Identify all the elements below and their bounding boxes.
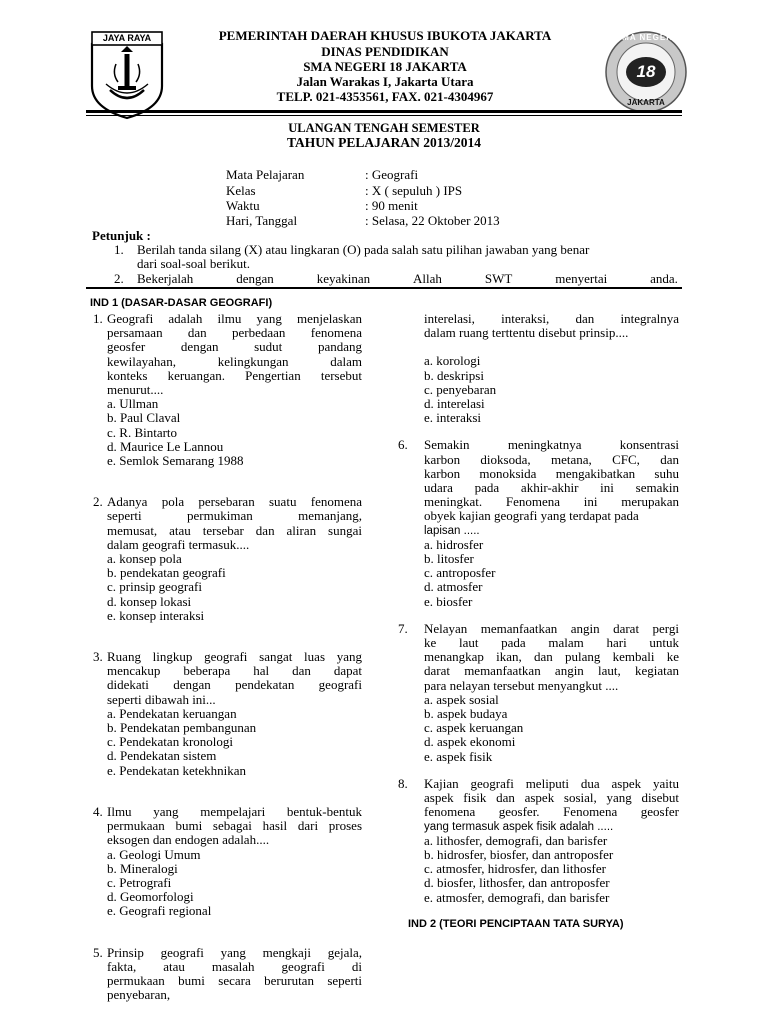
instructions-heading: Petunjuk : [92,228,151,243]
info-time-label: Waktu [226,198,260,213]
option: c. Petrografi [107,874,172,890]
question-5 [93,944,362,1003]
option: c. Pendekatan kronologi [107,734,233,750]
question-line: geosfer dengan sudut pandang [107,339,362,355]
question-line: menurut.... [107,382,164,398]
question-line: seperti permukiman memanjang, [107,508,362,524]
question-line: Nelayan memanfaatkan angin darat pergi [424,620,679,636]
question-line: Ruang lingkup geografi sangat luas yang [107,649,362,665]
question-1 [93,311,362,469]
instruction-2-text [137,271,678,287]
question-line: menangkap ikan, dan pulang kembali ke [424,649,679,665]
header-line-5: TELP. 021-4353561, FAX. 021-4304967 [276,89,494,104]
option: d. Pendekatan sistem [107,748,217,764]
question-number: 1. [93,311,103,326]
question-line: permukaan bumi sebagai hasil dari proses [107,818,362,834]
question-line: Prinsip geografi yang mengkaji gejala, [107,944,362,960]
question-line: meningkat. Fenomena ini merupakan [424,494,679,510]
question-line: obyek kajian geografi yang terdapat pada [424,508,639,524]
option: c. atmosfer, hidrosfer, dan lithosfer [424,861,606,877]
info-subject-label: Mata Pelajaran [226,167,305,182]
left-logo [86,28,168,120]
info-date-value: : Selasa, 22 Oktober 2013 [365,213,500,228]
option: a. Geologi Umum [107,846,201,862]
question-number: 7. [398,620,408,636]
question-7 [398,620,679,764]
instruction-2-word: menyertai [555,271,608,286]
option: a. konsep pola [107,551,182,567]
header-rule-thick [86,110,682,113]
question-text [424,777,679,820]
question-number: 5. [93,944,103,960]
question-line: fenomena geosfer. Fenomena geosfer [424,804,679,820]
question-line: udara pada akhir-akhir ini semakin [424,480,679,496]
option: b. pendekatan geografi [107,565,226,581]
right-logo-bottom-text: JAKARTA [627,98,665,107]
right-logo-number: 18 [636,62,656,81]
question-line: Kajian geografi meliputi dua aspek yaitu [424,775,679,791]
instruction-1-line-1: Berilah tanda silang (X) atau lingkaran (O) pada salah satu pilihan jawaban yang benar [137,242,590,257]
question-text [107,650,362,693]
option: d. Maurice Le Lannou [107,438,224,454]
info-class-label: Kelas [226,183,256,198]
option: d. aspek ekonomi [424,734,516,750]
question-number: 8. [398,775,408,791]
option: b. Pendekatan pembangunan [107,720,257,736]
question-line: mencakup beberapa hal dan dapat [107,663,362,679]
header-line-3: SMA NEGERI 18 JAKARTA [303,59,467,74]
question-line: interelasi, interaksi, dan integralnya [424,311,679,326]
question-line: eksogen dan endogen adalah.... [107,832,270,848]
option: d. interelasi [424,396,485,412]
left-column [93,311,362,1003]
option: b. deskripsi [424,367,484,383]
option: e. atmosfer, demografi, dan barisfer [424,889,610,905]
option: b. hidrosfer, biosfer, dan antroposfer [424,846,614,862]
option: d. konsep lokasi [107,593,192,609]
section-ind2-heading: IND 2 (TEORI PENCIPTAAN TATA SURYA) [408,918,624,930]
exam-year: TAHUN PELAJARAN 2013/2014 [286,135,481,150]
right-logo-top-text: SMA NEGERI [615,33,677,42]
question-number: 3. [93,649,103,665]
option: e. biosfer [424,593,473,609]
option: e. interaksi [424,410,482,426]
question-text [424,312,679,326]
question-6 [398,437,679,609]
instruction-1-num: 1. [114,242,124,257]
question-line: aspek fisik dan aspek sosial, yang disebut [424,790,679,806]
question-line: karbon monoksida mengakibatkan suhu [424,465,679,481]
instruction-2-word: dengan [236,271,274,286]
option: d. atmosfer [424,579,483,595]
header-line-1: PEMERINTAH DAERAH KHUSUS IBUKOTA JAKARTA [218,28,552,43]
question-text [107,946,362,989]
instructions-rule [86,287,682,289]
question-line: Geografi adalah ilmu yang menjelaskan [107,311,362,326]
option: c. R. Bintarto [107,424,178,440]
instruction-2-word: anda. [650,271,678,286]
info-class-value: : X ( sepuluh ) IPS [365,183,463,198]
option: e. konsep interaksi [107,607,205,623]
question-2 [93,494,362,623]
option: e. Pendekatan ketekhnikan [107,762,246,778]
question-text [107,495,362,538]
instruction-2-word: Allah [413,271,442,286]
question-3 [93,649,362,778]
question-line: persamaan dan perbedaan fenomena [107,325,362,341]
question-line: permukaan bumi secara berurutan seperti [107,972,362,988]
header-line-4: Jalan Warakas I, Jakarta Utara [296,74,474,89]
question-line: dalam geografi termasuk.... [107,536,250,552]
option: e. aspek fisik [424,748,493,764]
option: d. Geomorfologi [107,889,194,905]
question-line: kewilayahan, kelingkungan dalam [107,353,362,369]
instruction-2-word: SWT [484,271,513,286]
question-line: konteks keruangan. Pengertian tersebut [107,367,362,383]
question-text [424,622,679,679]
option: c. prinsip geografi [107,579,202,595]
instruction-1-line-2: dari soal-soal berikut. [137,256,250,271]
option: a. Ullman [107,396,159,412]
section-ind1-heading: IND 1 (DASAR-DASAR GEOGRAFI) [90,297,273,309]
question-line: memusat, atau tersebar dan aliran sungai [107,522,362,538]
question-line: darat memanfaatkan angin laut, kegiatan [424,663,679,679]
option: a. lithosfer, demografi, dan barisfer [424,832,608,848]
option: a. aspek sosial [424,691,499,707]
question-line: Semakin meningkatnya konsentrasi [424,437,679,453]
option: a. korologi [424,353,481,369]
question-number: 2. [93,494,103,510]
question-text [424,438,679,509]
question-line: lapisan ..... [424,524,480,537]
option: a. hidrosfer [424,536,484,552]
option: e. Geografi regional [107,903,212,919]
exam-title: ULANGAN TENGAH SEMESTER [288,121,480,135]
right-logo [604,30,688,114]
question-line: dalam ruang terttentu disebut prinsip.... [424,325,629,341]
instruction-2-word: Bekerjalah [137,271,194,286]
question-line: yang termasuk aspek fisik adalah ..... [424,820,614,833]
question-number: 4. [93,803,103,819]
option: c. penyebaran [424,381,497,397]
question-8 [398,775,679,905]
option: b. Paul Claval [107,410,181,426]
option: b. litosfer [424,551,474,567]
info-time-value: : 90 menit [365,198,418,213]
question-line: seperti dibawah ini... [107,691,216,707]
question-line: para nelayan tersebut menyangkut .... [424,677,619,693]
header-line-2: DINAS PENDIDIKAN [321,44,449,59]
instruction-2-word: keyakinan [316,271,371,286]
question-line: karbon dioksoda, metana, CFC, dan [424,451,679,467]
question-line: didekati dengan pendekatan geografi [107,677,362,693]
option: a. Pendekatan keruangan [107,705,237,721]
question-number: 6. [398,437,408,453]
option: b. aspek budaya [424,706,508,722]
left-logo-text: JAYA RAYA [102,33,152,43]
question-line: penyebaran, [107,987,171,1003]
question-line: Adanya pola persebaran suatu fenomena [107,494,362,510]
instruction-2-num: 2. [114,271,124,286]
question-line: Ilmu yang mempelajari bentuk-bentuk [107,803,362,819]
question-5-continued [424,312,679,425]
right-column [398,311,679,905]
option: c. aspek keruangan [424,720,524,736]
option: e. Semlok Semarang 1988 [107,453,244,469]
question-4 [93,803,362,919]
question-text [107,312,362,383]
header-rule-thin [86,115,682,116]
question-text [107,805,362,833]
question-line: fakta, atau masalah geografi di [107,958,362,974]
question-line: ke laut pada malam hari untuk [424,635,679,651]
option: c. antroposfer [424,565,496,581]
option: d. biosfer, lithosfer, dan antroposfer [424,875,610,891]
info-subject-value: : Geografi [365,167,419,182]
option: b. Mineralogi [107,860,178,876]
info-date-label: Hari, Tanggal [226,213,298,228]
